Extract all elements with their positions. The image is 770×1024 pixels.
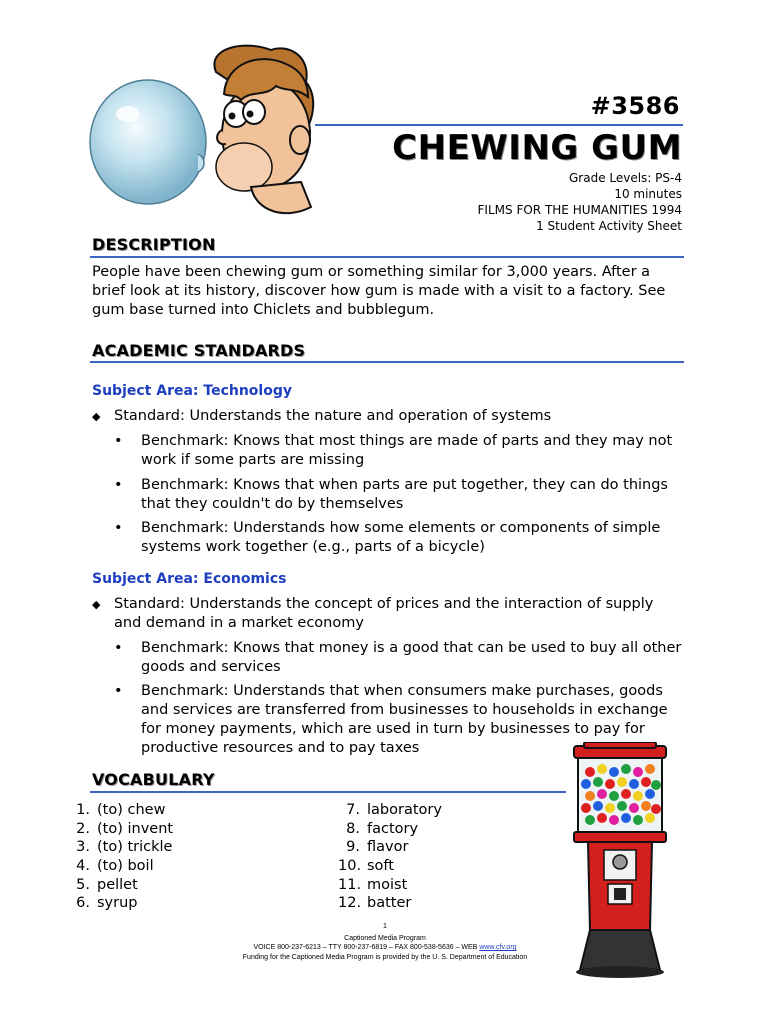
list-item: 2. (to) invent (76, 820, 174, 837)
list-item: 1. (to) chew (76, 802, 166, 818)
list-item: 3. (to) trickle (76, 839, 173, 856)
vocabulary-list-left (68, 801, 308, 913)
document-number: #3586 (590, 92, 680, 120)
list-item: 7. laboratory (346, 802, 442, 818)
list-item: 4. (to) boil (76, 858, 154, 875)
benchmark-text: Benchmark: Knows that when parts are put together, they can do things that they couldn't do by themselves (141, 477, 668, 512)
standard-text: Standard: Understands the nature and operation of systems (114, 408, 552, 424)
benchmark-text: Benchmark: Understands how some elements or components of simple systems work together (e.g., parts of a bicycle) (141, 520, 661, 555)
vocabulary-divider (90, 791, 566, 793)
benchmark-text: Benchmark: Knows that money is a good that can be used to buy all other goods and services (141, 640, 682, 675)
footer-contact-text: VOICE 800-237-6213 – TTY 800-237-6819 – FAX 800-538-5636 – WEB (253, 944, 480, 951)
description-divider (90, 256, 684, 258)
description-text: People have been chewing gum or something similar for 3,000 years. After a brief look at its history, discover how gum is made with a visit to a factory. See gum base turned into Chiclets and bubblegum. (92, 264, 666, 318)
footer-contact (150, 943, 620, 952)
list-item: 6. syrup (76, 895, 138, 912)
standard-text: Standard: Understands the concept of prices and the interaction of supply and demand in a market economy (114, 596, 654, 631)
grade-levels: Grade Levels: PS-4 (568, 171, 682, 185)
list-item: 11. moist (338, 876, 408, 893)
footer-program: Captioned Media Program (344, 935, 426, 942)
boy-blowing-bubble-illustration (86, 42, 322, 224)
benchmark-text: Benchmark: Knows that most things are made of parts and they may not work if some parts are missing (141, 433, 673, 468)
subject-economics: Subject Area: Economics (92, 571, 287, 587)
vocabulary-list-right (338, 801, 558, 913)
list-item: 10. soft (338, 858, 394, 875)
subject-technology: Subject Area: Technology (92, 383, 292, 399)
benchmark-text: Benchmark: Understands that when consumers make purchases, goods and services are transferred from businesses to households in exchange for money payments, which are used in turn by businesses to pay for productive resources and to pay taxes (141, 683, 668, 756)
bullet-icon: • (114, 640, 123, 656)
website-link[interactable]: www.cfv.org (479, 944, 517, 951)
description-heading: DESCRIPTION (92, 235, 216, 254)
page-title: CHEWING GUM (392, 128, 682, 168)
diamond-bullet-icon: ◆ (92, 410, 101, 423)
bullet-icon: • (114, 683, 123, 699)
list-item: 9. flavor (346, 839, 409, 856)
footer-funding: Funding for the Captioned Media Program is provided by the U. S. Department of Education (242, 954, 528, 961)
bullet-icon: • (114, 520, 123, 536)
bullet-icon: • (114, 477, 123, 493)
producer: FILMS FOR THE HUMANITIES 1994 (477, 203, 682, 217)
bullet-icon: • (114, 433, 123, 449)
page-number: 1 (383, 923, 387, 930)
standards-heading: ACADEMIC STANDARDS (92, 341, 306, 360)
diamond-bullet-icon: ◆ (92, 598, 101, 611)
list-item: 5. pellet (76, 876, 138, 893)
vocabulary-heading: VOCABULARY (92, 770, 215, 789)
duration: 10 minutes (614, 187, 682, 201)
list-item: 8. factory (346, 820, 419, 837)
title-divider (315, 124, 683, 126)
activity-sheet-count: 1 Student Activity Sheet (536, 219, 682, 233)
list-item: 12. batter (338, 895, 412, 912)
standards-divider (90, 361, 684, 363)
